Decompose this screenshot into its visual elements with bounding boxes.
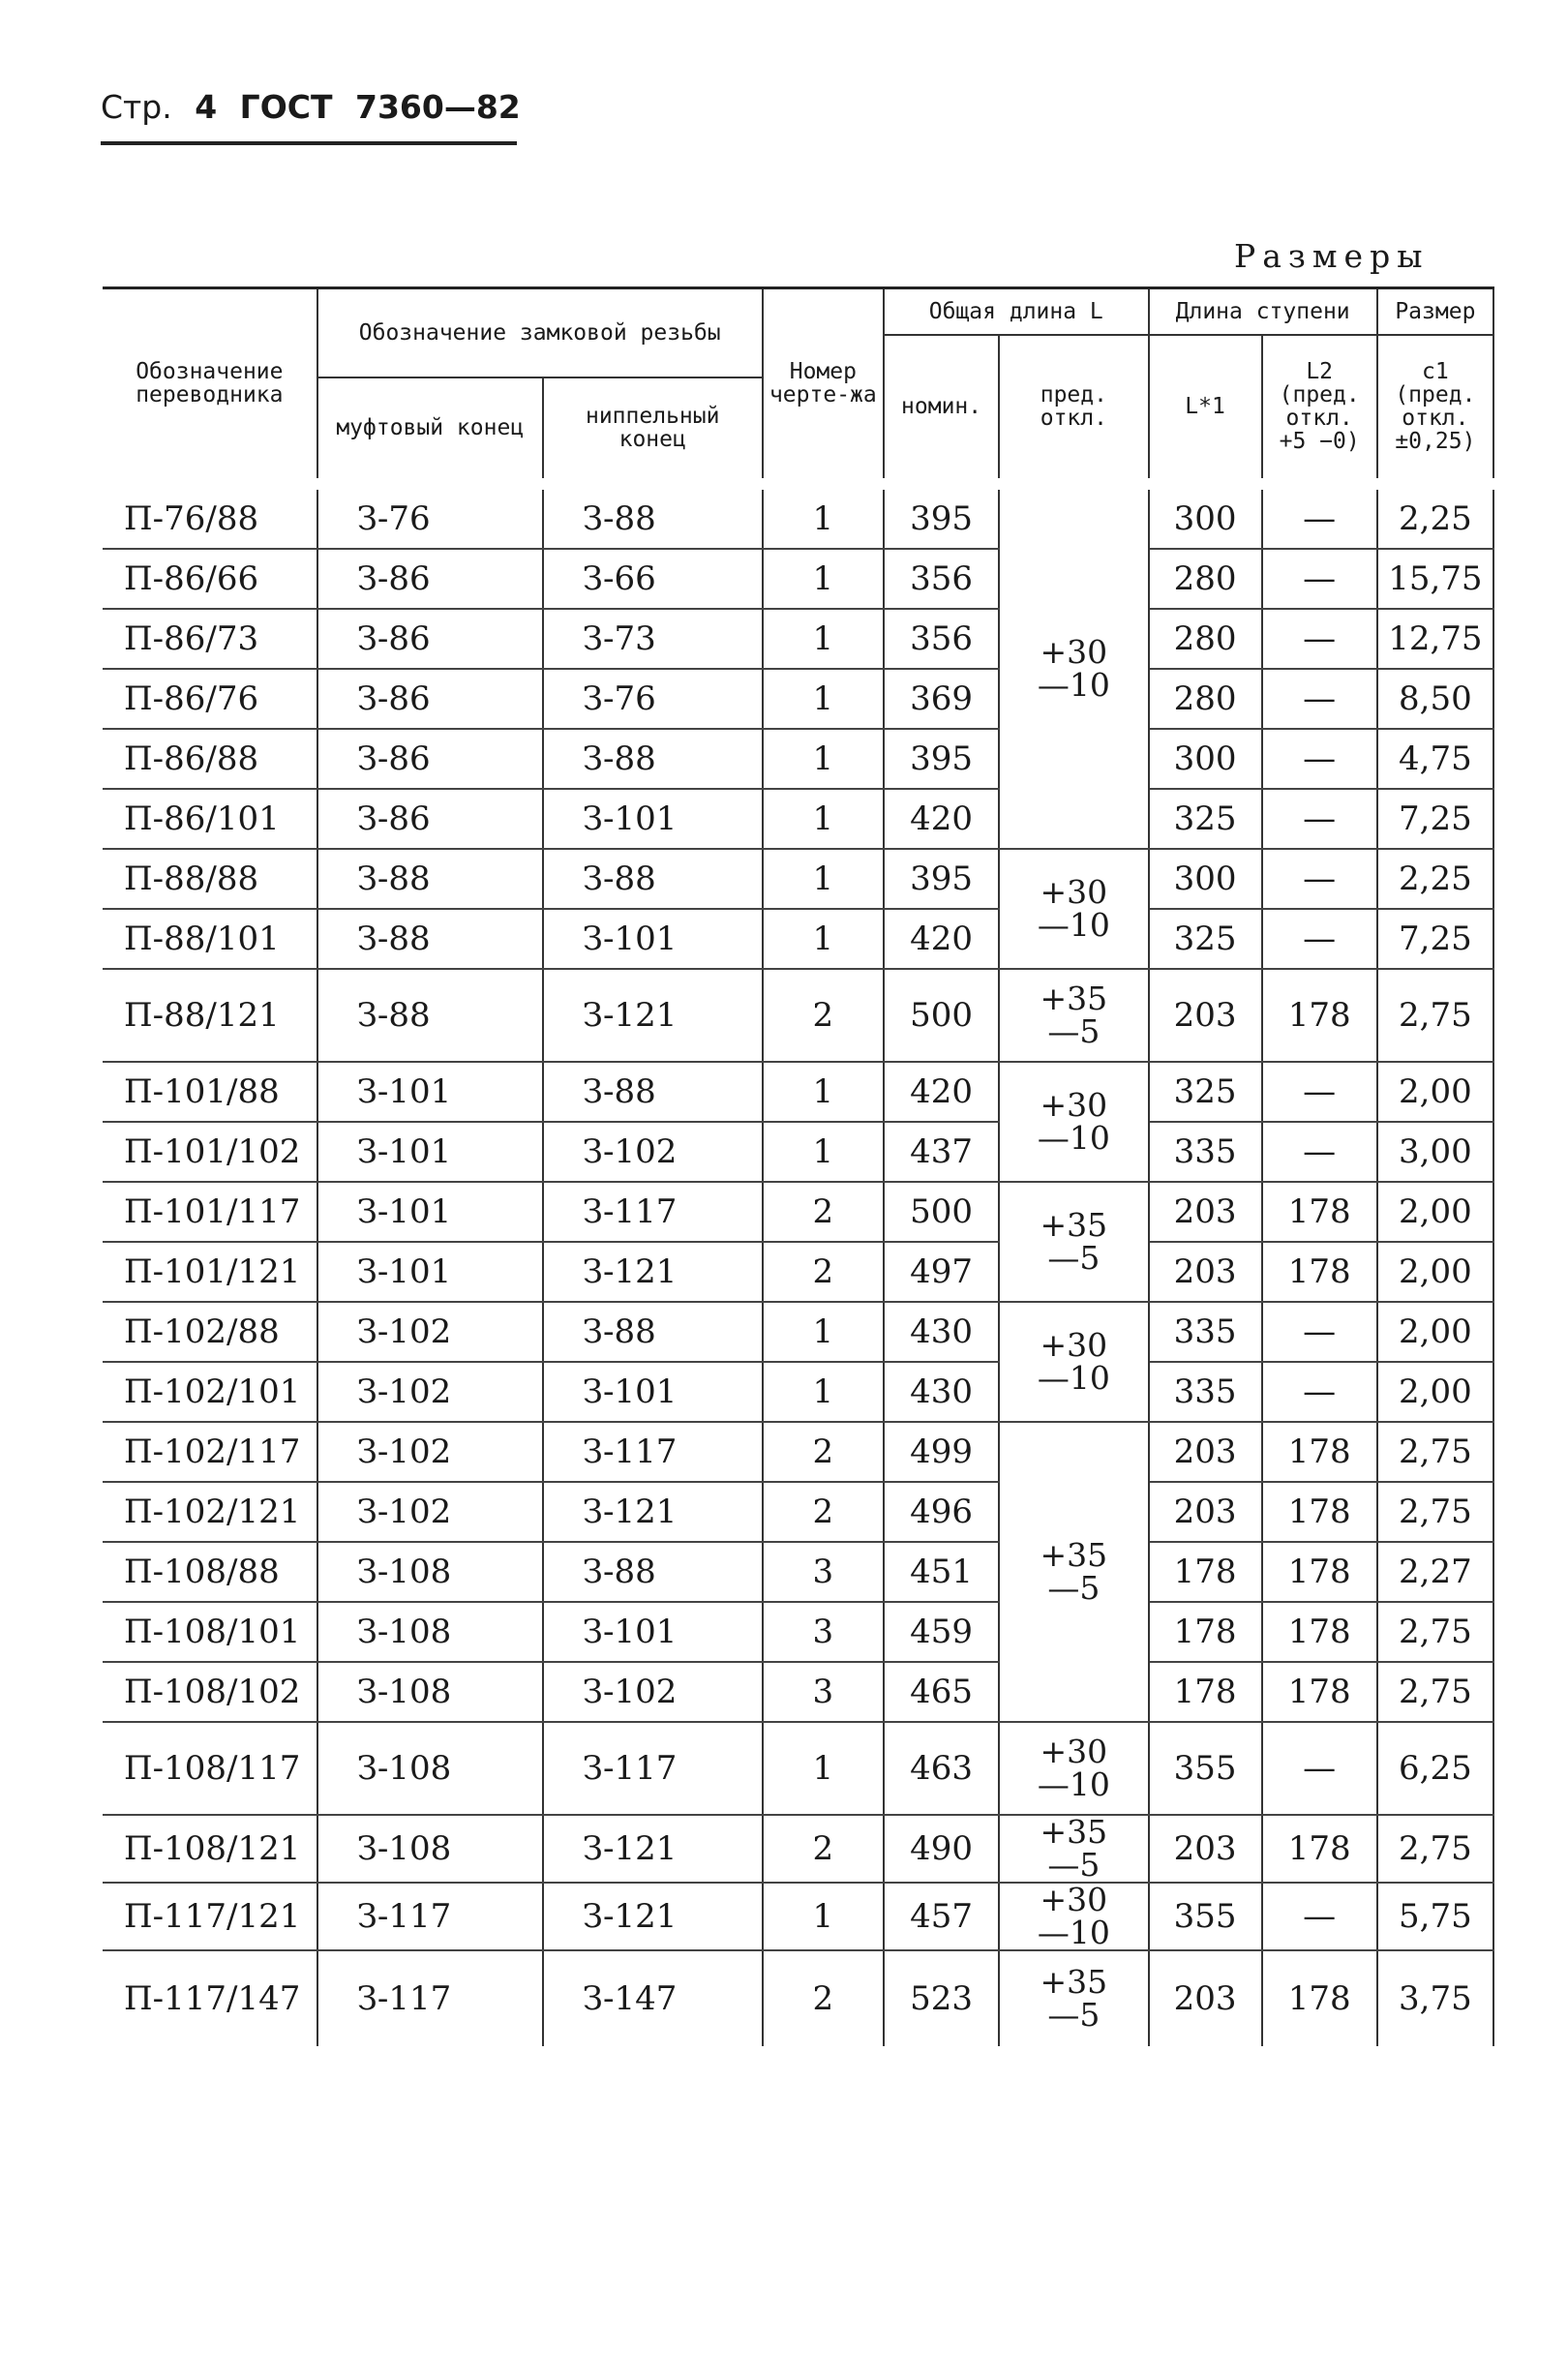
table-row <box>103 609 1493 669</box>
drawing-number-cell: 1 <box>763 789 884 849</box>
box-thread-cell: З-108 <box>317 1722 543 1815</box>
header-thread-group: Обозначение замковой резьбы <box>317 288 763 377</box>
l1-cell: 335 <box>1149 1362 1262 1422</box>
box-thread-cell: З-101 <box>317 1122 543 1182</box>
pin-thread-cell: З-73 <box>543 609 763 669</box>
header-c1: c1 (пред. откл. ±0,25) <box>1377 335 1493 484</box>
nominal-length-cell: 356 <box>884 549 999 609</box>
tolerance-cell <box>999 484 1148 849</box>
drawing-number-cell: 1 <box>763 484 884 549</box>
pin-thread-cell: З-147 <box>543 1950 763 2046</box>
nominal-length-cell: 523 <box>884 1950 999 2046</box>
designation-cell: П-88/88 <box>103 849 317 909</box>
standard-label: ГОСТ <box>239 88 333 126</box>
l2-cell: 178 <box>1262 1242 1377 1302</box>
pin-thread-cell: З-101 <box>543 789 763 849</box>
designation-cell: П-108/88 <box>103 1542 317 1602</box>
nominal-length-cell: 463 <box>884 1722 999 1815</box>
drawing-number-cell: 3 <box>763 1662 884 1722</box>
c1-cell: 3,00 <box>1377 1122 1493 1182</box>
l2-cell: 178 <box>1262 969 1377 1062</box>
l2-cell: — <box>1262 789 1377 849</box>
table-body <box>103 484 1493 2046</box>
l1-cell: 280 <box>1149 549 1262 609</box>
c1-cell: 2,25 <box>1377 484 1493 549</box>
header-total-length: Общая длина L <box>884 288 1149 335</box>
l1-cell: 203 <box>1149 1422 1262 1482</box>
designation-cell: П-102/101 <box>103 1362 317 1422</box>
table-row <box>103 1242 1493 1302</box>
c1-cell: 7,25 <box>1377 909 1493 969</box>
c1-cell: 2,00 <box>1377 1182 1493 1242</box>
l2-cell: — <box>1262 484 1377 549</box>
drawing-number-cell: 1 <box>763 1883 884 1950</box>
drawing-number-cell: 1 <box>763 669 884 729</box>
table-row <box>103 1722 1493 1815</box>
box-thread-cell: З-86 <box>317 549 543 609</box>
tolerance-lower: —10 <box>1037 1765 1110 1803</box>
designation-cell: П-86/73 <box>103 609 317 669</box>
box-thread-cell: З-108 <box>317 1815 543 1883</box>
c1-cell: 12,75 <box>1377 609 1493 669</box>
l1-cell: 325 <box>1149 909 1262 969</box>
dimensions-table <box>103 287 1494 2046</box>
tolerance-lower: —10 <box>1037 665 1110 704</box>
l2-cell: — <box>1262 1362 1377 1422</box>
tolerance-cell <box>999 1182 1148 1302</box>
l1-cell: 203 <box>1149 1242 1262 1302</box>
nominal-length-cell: 457 <box>884 1883 999 1950</box>
pin-thread-cell: З-101 <box>543 1602 763 1662</box>
table-row <box>103 1182 1493 1242</box>
tolerance-upper: +35 <box>1040 979 1108 1017</box>
c1-cell: 2,00 <box>1377 1242 1493 1302</box>
designation-cell: П-76/88 <box>103 484 317 549</box>
table-row <box>103 729 1493 789</box>
designation-cell: П-102/121 <box>103 1482 317 1542</box>
c1-cell: 2,27 <box>1377 1542 1493 1602</box>
header-designation: Обозначение переводника <box>103 288 317 484</box>
drawing-number-cell: 1 <box>763 1062 884 1122</box>
drawing-number-cell: 1 <box>763 1302 884 1362</box>
tolerance-cell <box>999 1302 1148 1422</box>
tolerance-lower: —10 <box>1037 905 1110 944</box>
designation-cell: П-117/121 <box>103 1883 317 1950</box>
nominal-length-cell: 496 <box>884 1482 999 1542</box>
l2-cell: — <box>1262 909 1377 969</box>
box-thread-cell: З-117 <box>317 1950 543 2046</box>
c1-cell: 2,00 <box>1377 1062 1493 1122</box>
designation-cell: П-86/66 <box>103 549 317 609</box>
l1-cell: 203 <box>1149 1182 1262 1242</box>
c1-cell: 2,25 <box>1377 849 1493 909</box>
l1-cell: 280 <box>1149 609 1262 669</box>
l2-cell: 178 <box>1262 1182 1377 1242</box>
drawing-number-cell: 1 <box>763 609 884 669</box>
table-row <box>103 484 1493 549</box>
drawing-number-cell: 2 <box>763 1242 884 1302</box>
drawing-number-cell: 1 <box>763 909 884 969</box>
table-row <box>103 1062 1493 1122</box>
l1-cell: 203 <box>1149 969 1262 1062</box>
tolerance-cell <box>999 1422 1148 1722</box>
l2-cell: — <box>1262 609 1377 669</box>
l1-cell: 355 <box>1149 1722 1262 1815</box>
nominal-length-cell: 420 <box>884 909 999 969</box>
pin-thread-cell: З-121 <box>543 969 763 1062</box>
tolerance-upper: +30 <box>1040 1085 1108 1124</box>
drawing-number-cell: 2 <box>763 1422 884 1482</box>
l1-cell: 300 <box>1149 729 1262 789</box>
pin-thread-cell: З-101 <box>543 909 763 969</box>
units-label: Размеры <box>1234 237 1430 275</box>
drawing-number-cell: 1 <box>763 729 884 789</box>
l2-cell: — <box>1262 1722 1377 1815</box>
nominal-length-cell: 420 <box>884 1062 999 1122</box>
pin-thread-cell: З-102 <box>543 1122 763 1182</box>
table-row <box>103 1662 1493 1722</box>
designation-cell: П-108/117 <box>103 1722 317 1815</box>
l2-cell: — <box>1262 669 1377 729</box>
l2-cell: — <box>1262 1122 1377 1182</box>
tolerance-upper: +30 <box>1040 632 1108 671</box>
drawing-number-cell: 3 <box>763 1542 884 1602</box>
table-row <box>103 1422 1493 1482</box>
table-row <box>103 549 1493 609</box>
pin-thread-cell: З-76 <box>543 669 763 729</box>
nominal-length-cell: 395 <box>884 729 999 789</box>
nominal-length-cell: 451 <box>884 1542 999 1602</box>
tolerance-cell <box>999 1062 1148 1182</box>
drawing-number-cell: 3 <box>763 1602 884 1662</box>
nominal-length-cell: 420 <box>884 789 999 849</box>
pin-thread-cell: З-88 <box>543 1542 763 1602</box>
box-thread-cell: З-102 <box>317 1422 543 1482</box>
pin-thread-cell: З-117 <box>543 1422 763 1482</box>
tolerance-cell <box>999 849 1148 969</box>
c1-cell: 7,25 <box>1377 789 1493 849</box>
pin-thread-cell: З-121 <box>543 1883 763 1950</box>
nominal-length-cell: 395 <box>884 484 999 549</box>
header-tolerance: пред. откл. <box>999 335 1148 484</box>
table-row <box>103 1482 1493 1542</box>
nominal-length-cell: 497 <box>884 1242 999 1302</box>
pin-thread-cell: З-117 <box>543 1182 763 1242</box>
l1-cell: 203 <box>1149 1950 1262 2046</box>
box-thread-cell: З-76 <box>317 484 543 549</box>
l2-cell: — <box>1262 549 1377 609</box>
l2-cell: 178 <box>1262 1815 1377 1883</box>
l2-cell: 178 <box>1262 1542 1377 1602</box>
l1-cell: 178 <box>1149 1542 1262 1602</box>
box-thread-cell: З-88 <box>317 969 543 1062</box>
header-size: Размер <box>1377 288 1493 335</box>
table-row <box>103 969 1493 1062</box>
pin-thread-cell: З-88 <box>543 729 763 789</box>
nominal-length-cell: 490 <box>884 1815 999 1883</box>
table-row <box>103 789 1493 849</box>
drawing-number-cell: 2 <box>763 1815 884 1883</box>
table-row <box>103 849 1493 909</box>
nominal-length-cell: 499 <box>884 1422 999 1482</box>
l1-cell: 300 <box>1149 484 1262 549</box>
tolerance-lower: —5 <box>1047 1568 1101 1607</box>
nominal-length-cell: 430 <box>884 1302 999 1362</box>
designation-cell: П-88/121 <box>103 969 317 1062</box>
l1-cell: 203 <box>1149 1482 1262 1542</box>
nominal-length-cell: 395 <box>884 849 999 909</box>
l2-cell: — <box>1262 1883 1377 1950</box>
l2-cell: 178 <box>1262 1662 1377 1722</box>
nominal-length-cell: 459 <box>884 1602 999 1662</box>
page-header <box>101 83 521 145</box>
tolerance-lower: —5 <box>1047 1011 1101 1050</box>
box-thread-cell: З-86 <box>317 669 543 729</box>
nominal-length-cell: 465 <box>884 1662 999 1722</box>
nominal-length-cell: 430 <box>884 1362 999 1422</box>
nominal-length-cell: 500 <box>884 969 999 1062</box>
l2-cell: 178 <box>1262 1602 1377 1662</box>
c1-cell: 3,75 <box>1377 1950 1493 2046</box>
box-thread-cell: З-102 <box>317 1362 543 1422</box>
c1-cell: 4,75 <box>1377 729 1493 789</box>
tolerance-upper: +30 <box>1040 1325 1108 1364</box>
c1-cell: 15,75 <box>1377 549 1493 609</box>
header-box-end: муфтовый конец <box>317 377 543 484</box>
box-thread-cell: З-101 <box>317 1062 543 1122</box>
header-drawing-no: Номер черте-жа <box>763 288 884 484</box>
tolerance-cell <box>999 1880 1148 1951</box>
drawing-number-cell: 1 <box>763 1722 884 1815</box>
l1-cell: 178 <box>1149 1602 1262 1662</box>
box-thread-cell: З-86 <box>317 789 543 849</box>
pin-thread-cell: З-88 <box>543 1302 763 1362</box>
box-thread-cell: З-108 <box>317 1602 543 1662</box>
drawing-number-cell: 2 <box>763 1482 884 1542</box>
designation-cell: П-86/101 <box>103 789 317 849</box>
tolerance-upper: +30 <box>1040 1880 1108 1918</box>
designation-cell: П-102/88 <box>103 1302 317 1362</box>
designation-cell: П-102/117 <box>103 1422 317 1482</box>
table-row <box>103 669 1493 729</box>
tolerance-lower: —5 <box>1047 1845 1101 1884</box>
table-row <box>103 1950 1493 2046</box>
designation-cell: П-101/88 <box>103 1062 317 1122</box>
designation-cell: П-86/76 <box>103 669 317 729</box>
table-row <box>103 1362 1493 1422</box>
tolerance-cell <box>999 1722 1148 1815</box>
designation-cell: П-101/102 <box>103 1122 317 1182</box>
table-row <box>103 1883 1493 1950</box>
l2-cell: 178 <box>1262 1482 1377 1542</box>
nominal-length-cell: 437 <box>884 1122 999 1182</box>
tolerance-cell <box>999 969 1148 1062</box>
designation-cell: П-86/88 <box>103 729 317 789</box>
header-nominal: номин. <box>884 335 999 484</box>
pin-thread-cell: З-66 <box>543 549 763 609</box>
box-thread-cell: З-88 <box>317 849 543 909</box>
box-thread-cell: З-101 <box>317 1242 543 1302</box>
pin-thread-cell: З-102 <box>543 1662 763 1722</box>
header-step-length: Длина ступени <box>1149 288 1377 335</box>
l1-cell: 203 <box>1149 1815 1262 1883</box>
box-thread-cell: З-117 <box>317 1883 543 1950</box>
c1-cell: 2,75 <box>1377 969 1493 1062</box>
standard-number: 7360—82 <box>354 88 521 126</box>
drawing-number-cell: 1 <box>763 1362 884 1422</box>
pin-thread-cell: З-121 <box>543 1482 763 1542</box>
box-thread-cell: З-86 <box>317 609 543 669</box>
tolerance-upper: +30 <box>1040 1732 1108 1770</box>
pin-thread-cell: З-88 <box>543 484 763 549</box>
drawing-number-cell: 2 <box>763 1182 884 1242</box>
designation-cell: П-108/121 <box>103 1815 317 1883</box>
box-thread-cell: З-102 <box>317 1302 543 1362</box>
c1-cell: 5,75 <box>1377 1883 1493 1950</box>
page-label: Стр. <box>101 88 172 126</box>
tolerance-lower: —5 <box>1047 1238 1101 1277</box>
drawing-number-cell: 2 <box>763 969 884 1062</box>
tolerance-upper: +35 <box>1040 1535 1108 1574</box>
tolerance-lower: —5 <box>1047 1995 1101 2034</box>
tolerance-upper: +35 <box>1040 1962 1108 2001</box>
c1-cell: 2,75 <box>1377 1482 1493 1542</box>
l1-cell: 325 <box>1149 1062 1262 1122</box>
c1-cell: 2,75 <box>1377 1662 1493 1722</box>
table-row <box>103 1122 1493 1182</box>
l1-cell: 325 <box>1149 789 1262 849</box>
pin-thread-cell: З-117 <box>543 1722 763 1815</box>
l2-cell: — <box>1262 1302 1377 1362</box>
c1-cell: 8,50 <box>1377 669 1493 729</box>
table-row <box>103 1815 1493 1883</box>
l1-cell: 178 <box>1149 1662 1262 1722</box>
l2-cell: — <box>1262 849 1377 909</box>
box-thread-cell: З-86 <box>317 729 543 789</box>
designation-cell: П-117/147 <box>103 1950 317 2046</box>
table-row <box>103 1542 1493 1602</box>
l1-cell: 355 <box>1149 1883 1262 1950</box>
box-thread-cell: З-102 <box>317 1482 543 1542</box>
c1-cell: 2,00 <box>1377 1362 1493 1422</box>
drawing-number-cell: 1 <box>763 849 884 909</box>
drawing-number-cell: 2 <box>763 1950 884 2046</box>
tolerance-upper: +35 <box>1040 1205 1108 1244</box>
l2-cell: — <box>1262 1062 1377 1122</box>
designation-cell: П-101/117 <box>103 1182 317 1242</box>
nominal-length-cell: 369 <box>884 669 999 729</box>
designation-cell: П-88/101 <box>103 909 317 969</box>
l1-cell: 280 <box>1149 669 1262 729</box>
header-l2: L2 (пред. откл. +5 −0) <box>1262 335 1377 484</box>
table-row <box>103 909 1493 969</box>
header-l1: L*1 <box>1149 335 1262 484</box>
c1-cell: 2,75 <box>1377 1602 1493 1662</box>
tolerance-cell <box>999 1812 1148 1884</box>
nominal-length-cell: 356 <box>884 609 999 669</box>
table-row <box>103 1302 1493 1362</box>
tolerance-upper: +35 <box>1040 1812 1108 1851</box>
header-pin-end: ниппельный конец <box>543 377 763 484</box>
nominal-length-cell: 500 <box>884 1182 999 1242</box>
tolerance-lower: —10 <box>1037 1118 1110 1157</box>
box-thread-cell: З-108 <box>317 1542 543 1602</box>
c1-cell: 2,00 <box>1377 1302 1493 1362</box>
pin-thread-cell: З-101 <box>543 1362 763 1422</box>
designation-cell: П-108/102 <box>103 1662 317 1722</box>
tolerance-lower: —10 <box>1037 1913 1110 1951</box>
l1-cell: 335 <box>1149 1122 1262 1182</box>
l2-cell: 178 <box>1262 1950 1377 2046</box>
c1-cell: 2,75 <box>1377 1422 1493 1482</box>
tolerance-cell <box>999 1950 1148 2046</box>
designation-cell: П-108/101 <box>103 1602 317 1662</box>
table-row <box>103 1602 1493 1662</box>
drawing-number-cell: 1 <box>763 549 884 609</box>
l1-cell: 300 <box>1149 849 1262 909</box>
box-thread-cell: З-108 <box>317 1662 543 1722</box>
l1-cell: 335 <box>1149 1302 1262 1362</box>
tolerance-upper: +30 <box>1040 872 1108 911</box>
designation-cell: П-101/121 <box>103 1242 317 1302</box>
l2-cell: — <box>1262 729 1377 789</box>
c1-cell: 2,75 <box>1377 1815 1493 1883</box>
pin-thread-cell: З-121 <box>543 1815 763 1883</box>
box-thread-cell: З-101 <box>317 1182 543 1242</box>
pin-thread-cell: З-121 <box>543 1242 763 1302</box>
tolerance-lower: —10 <box>1037 1358 1110 1397</box>
page-number: 4 <box>195 88 218 126</box>
drawing-number-cell: 1 <box>763 1122 884 1182</box>
l2-cell: 178 <box>1262 1422 1377 1482</box>
pin-thread-cell: З-88 <box>543 1062 763 1122</box>
pin-thread-cell: З-88 <box>543 849 763 909</box>
box-thread-cell: З-88 <box>317 909 543 969</box>
c1-cell: 6,25 <box>1377 1722 1493 1815</box>
